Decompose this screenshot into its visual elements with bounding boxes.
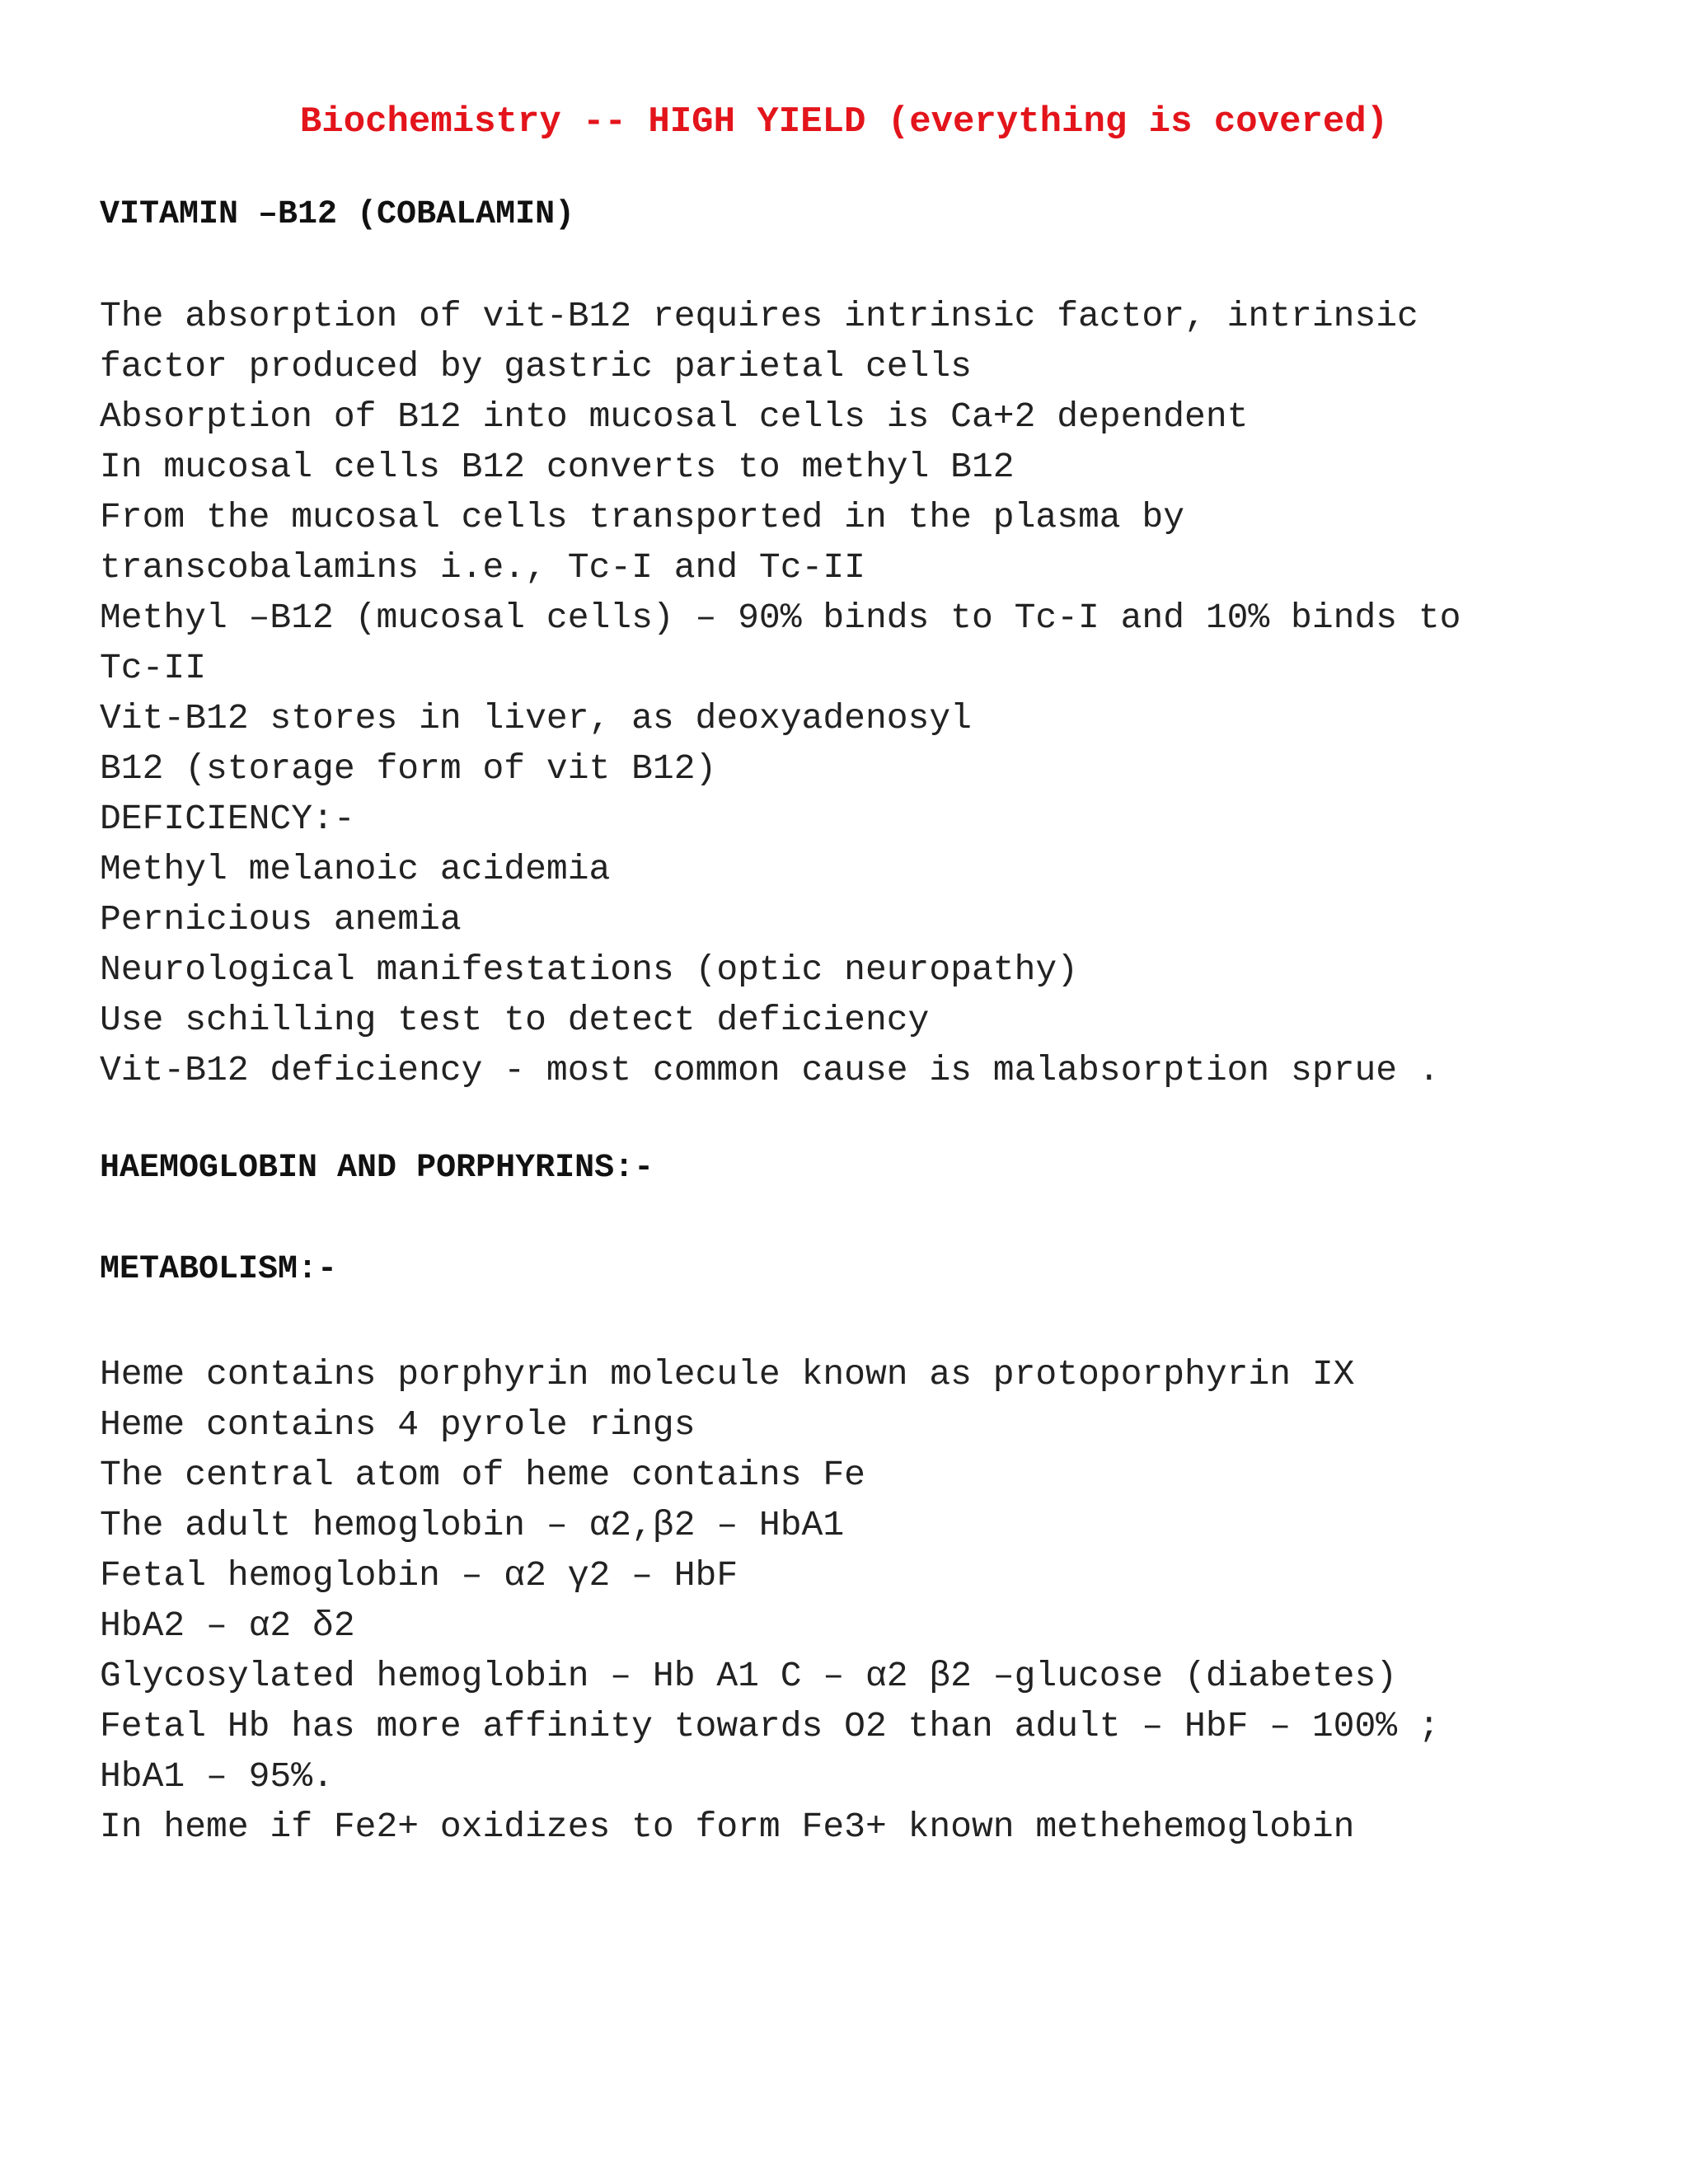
note-line: Fetal hemoglobin – α2 γ2 – HbF — [100, 1555, 738, 1596]
note-line: HbA2 – α2 δ2 — [100, 1605, 355, 1646]
note-line: Heme contains 4 pyrole rings — [100, 1404, 696, 1445]
haemoglobin-notes — [100, 1349, 1440, 1852]
note-line: Fetal Hb has more affinity towards O2 than adult – HbF – 100% ; — [100, 1706, 1440, 1746]
note-line: Use schilling test to detect deficiency — [100, 1000, 930, 1040]
section-heading-haemoglobin: HAEMOGLOBIN AND PORPHYRINS:- — [100, 1150, 654, 1187]
section-subheading-metabolism: METABOLISM:- — [100, 1251, 338, 1288]
note-line: HbA1 – 95%. — [100, 1756, 334, 1797]
note-line: Methyl melanoic acidemia — [100, 849, 611, 889]
vitamin-b12-notes — [100, 291, 1461, 1095]
note-line: B12 (storage form of vit B12) — [100, 748, 717, 789]
note-line: The absorption of vit-B12 requires intrinsic factor, intrinsic — [100, 296, 1418, 336]
note-line: In mucosal cells B12 converts to methyl B12 — [100, 447, 1015, 487]
deficiency-label: DEFICIENCY:- — [100, 799, 355, 839]
note-line: In heme if Fe2+ oxidizes to form Fe3+ known methehemoglobin — [100, 1807, 1355, 1847]
note-line: From the mucosal cells transported in the plasma by — [100, 497, 1185, 537]
note-line: The adult hemoglobin – α2,β2 – HbA1 — [100, 1505, 845, 1545]
note-line: Methyl –B12 (mucosal cells) – 90% binds to Tc-I and 10% binds to — [100, 598, 1461, 638]
note-line: transcobalamins i.e., Tc-I and Tc-II — [100, 547, 865, 588]
note-line: Vit-B12 deficiency - most common cause is malabsorption sprue . — [100, 1050, 1440, 1090]
note-line: Heme contains porphyrin molecule known as protoporphyrin IX — [100, 1354, 1355, 1394]
note-line: factor produced by gastric parietal cells — [100, 346, 972, 387]
section-heading-vitamin-b12: VITAMIN –B12 (COBALAMIN) — [100, 196, 575, 233]
document-title: Biochemistry -- HIGH YIELD (everything is covered) — [299, 101, 1389, 143]
note-line: Tc-II — [100, 648, 207, 688]
note-line: The central atom of heme contains Fe — [100, 1455, 865, 1495]
note-line: Neurological manifestations (optic neuropathy) — [100, 949, 1078, 990]
note-line: Pernicious anemia — [100, 899, 462, 940]
note-line: Glycosylated hemoglobin – Hb A1 C – α2 β2 –glucose (diabetes) — [100, 1656, 1398, 1696]
note-line: Vit-B12 stores in liver, as deoxyadenosyl — [100, 698, 972, 738]
note-line: Absorption of B12 into mucosal cells is Ca+2 dependent — [100, 396, 1249, 437]
